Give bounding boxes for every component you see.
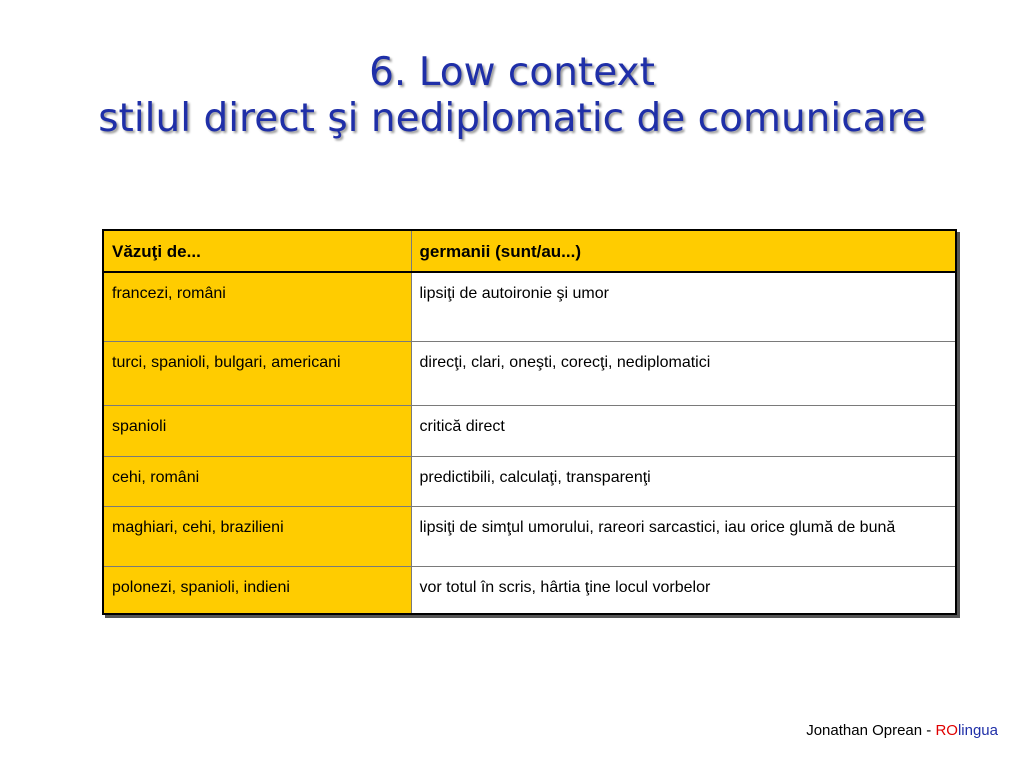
slide-title-line-2: stilul direct şi nediplomatic de comunicare	[98, 96, 926, 141]
table-cell-description: critică direct	[411, 405, 956, 456]
table-cell-nationality: cehi, români	[103, 456, 411, 506]
slide-title	[0, 50, 1024, 142]
table-cell-nationality: polonezi, spanioli, indieni	[103, 566, 411, 614]
table-cell-description: direcţi, clari, oneşti, corecţi, nediplomatici	[411, 341, 956, 405]
table-cell-nationality: turci, spanioli, bulgari, americani	[103, 341, 411, 405]
table-cell-nationality: spanioli	[103, 405, 411, 456]
footer-author: Jonathan Oprean -	[806, 722, 936, 739]
comparison-table	[102, 229, 957, 615]
table-row	[103, 566, 956, 614]
table-cell-description: lipsiţi de simţul umorului, rareori sarcastici, iau orice glumă de bună	[411, 506, 956, 566]
table-header-cell-germans: germanii (sunt/au...)	[411, 230, 956, 272]
table-cell-description: vor totul în scris, hârtia ţine locul vorbelor	[411, 566, 956, 614]
table-cell-description: predictibili, calculaţi, transparenţi	[411, 456, 956, 506]
footer-brand-ro: RO	[935, 722, 958, 739]
footer-brand-lingua: lingua	[957, 722, 998, 739]
table-row	[103, 341, 956, 405]
table-row	[103, 405, 956, 456]
slide-title-line-1: 6. Low context	[369, 50, 655, 95]
table-header-cell-seen-by: Văzuţi de...	[103, 230, 411, 272]
table-cell-nationality: francezi, români	[103, 272, 411, 341]
table-row	[103, 272, 956, 341]
table-cell-description: lipsiţi de autoironie şi umor	[411, 272, 956, 341]
table-row	[103, 456, 956, 506]
table-header-row	[103, 230, 956, 272]
footer-credit	[806, 722, 998, 739]
table-cell-nationality: maghiari, cehi, brazilieni	[103, 506, 411, 566]
table-row	[103, 506, 956, 566]
